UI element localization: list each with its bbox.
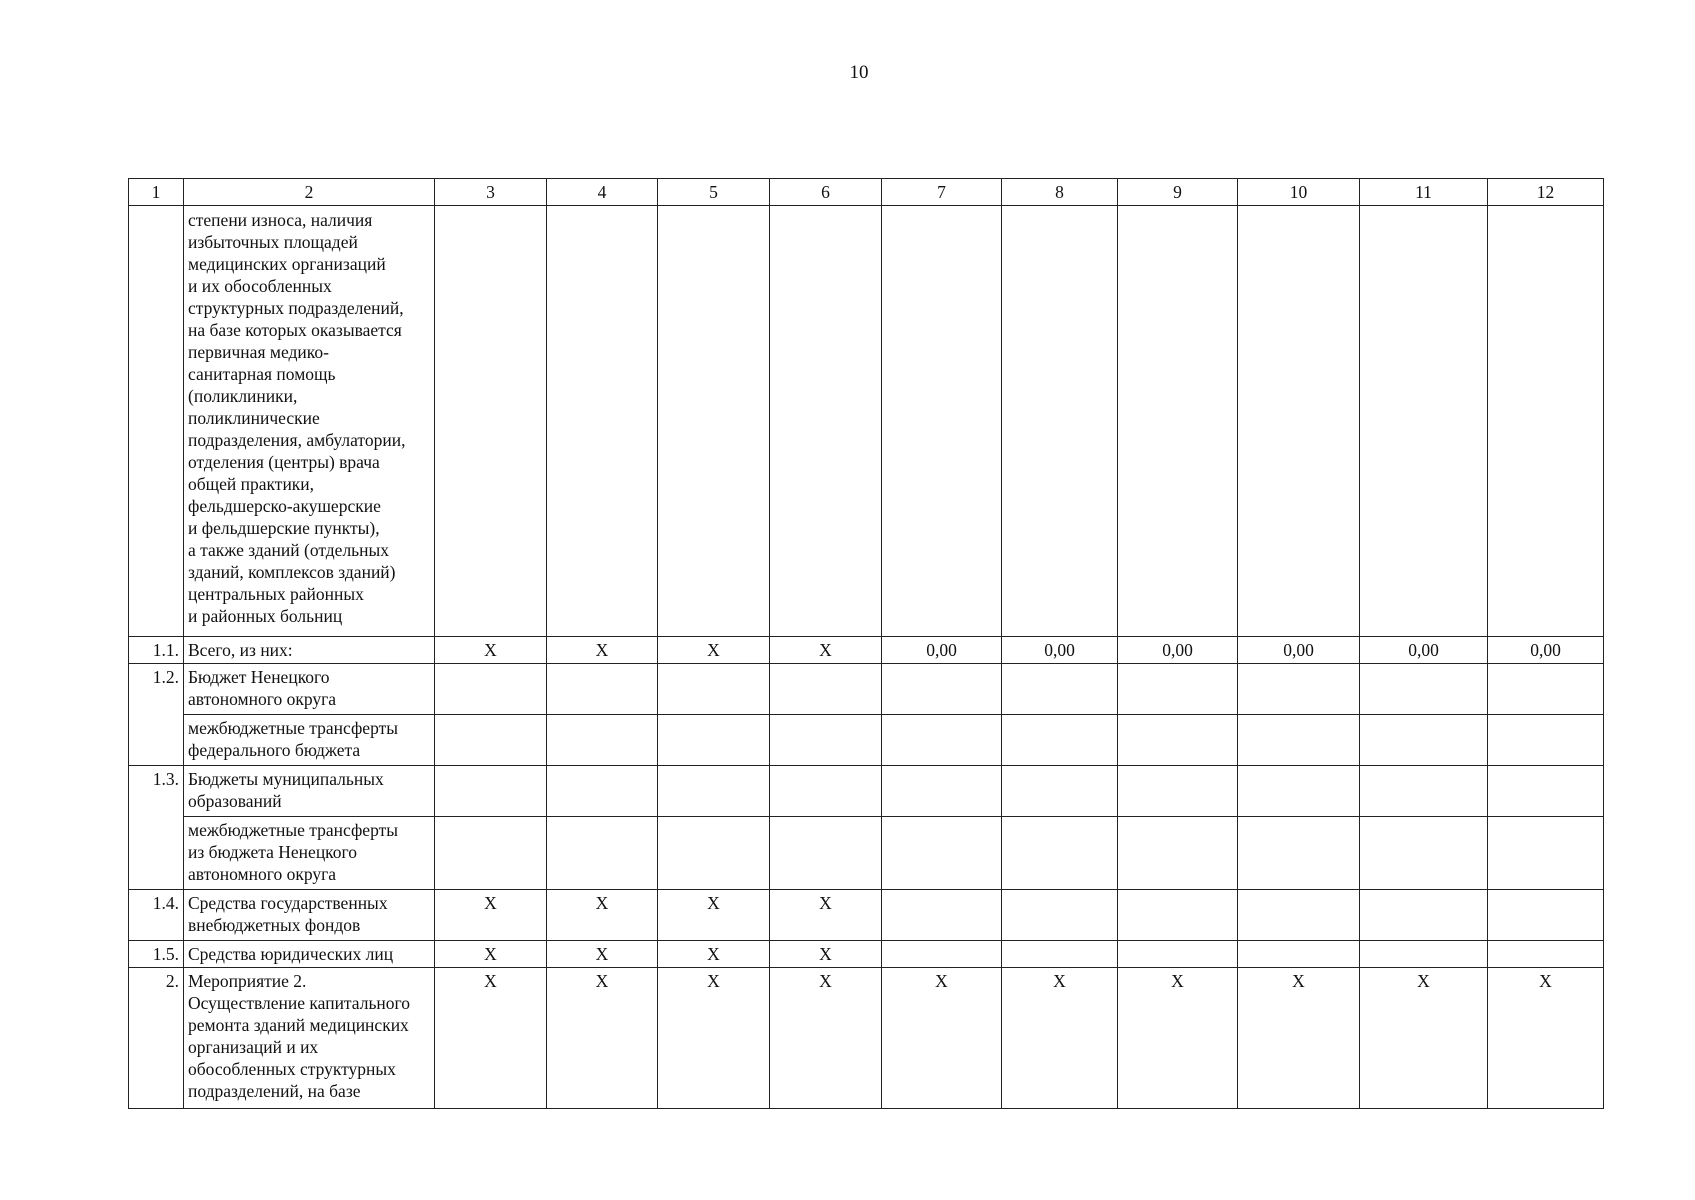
col-header: 3 [435, 179, 547, 206]
cell-col-9 [1118, 766, 1238, 817]
col-header: 12 [1488, 179, 1604, 206]
cell-col-5: X [658, 890, 770, 941]
cell-col-3 [435, 817, 547, 890]
cell-col-11 [1360, 715, 1488, 766]
row-name-line: зданий, комплексов зданий) [188, 562, 396, 582]
cell-col-10 [1238, 890, 1360, 941]
row-name [184, 637, 435, 664]
cell-col-9 [1118, 817, 1238, 890]
cell-col-11: 0,00 [1360, 637, 1488, 664]
cell-col-12: 0,00 [1488, 637, 1604, 664]
cell-col-11 [1360, 664, 1488, 715]
cell-col-3: X [435, 637, 547, 664]
table-row [129, 817, 1604, 890]
program-table [128, 178, 1604, 1109]
row-name-line: межбюджетные трансферты [188, 820, 398, 840]
cell-col-12 [1488, 766, 1604, 817]
cell-col-5 [658, 817, 770, 890]
cell-col-12 [1488, 715, 1604, 766]
row-name-line: внебюджетных фондов [188, 915, 361, 935]
cell-col-4: X [547, 637, 658, 664]
col-header: 2 [184, 179, 435, 206]
row-name-line: подразделения, амбулатории, [188, 430, 406, 450]
row-name [184, 968, 435, 1109]
cell-col-9: X [1118, 968, 1238, 1109]
row-name [184, 941, 435, 968]
cell-col-3: X [435, 968, 547, 1109]
cell-col-9 [1118, 664, 1238, 715]
row-name-line: Бюджеты муниципальных [188, 769, 384, 789]
col-header: 5 [658, 179, 770, 206]
cell-col-4: X [547, 890, 658, 941]
table-row [129, 941, 1604, 968]
row-name-line: Средства юридических лиц [188, 944, 394, 964]
cell-col-3 [435, 664, 547, 715]
cell-col-7 [882, 890, 1002, 941]
cell-col-3 [435, 206, 547, 637]
cell-col-10: X [1238, 968, 1360, 1109]
cell-col-10 [1238, 206, 1360, 637]
cell-col-6: X [770, 637, 882, 664]
table-row [129, 766, 1604, 817]
cell-col-8: X [1002, 968, 1118, 1109]
row-index: 1.2. [129, 664, 184, 766]
row-name-line: межбюджетные трансферты [188, 718, 398, 738]
cell-col-8 [1002, 941, 1118, 968]
row-name-line: федерального бюджета [188, 740, 361, 760]
cell-col-7: 0,00 [882, 637, 1002, 664]
cell-col-7: X [882, 968, 1002, 1109]
cell-col-5: X [658, 941, 770, 968]
cell-col-4: X [547, 968, 658, 1109]
cell-col-12 [1488, 890, 1604, 941]
cell-col-7 [882, 664, 1002, 715]
row-index: 1.3. [129, 766, 184, 890]
row-name [184, 206, 435, 637]
cell-col-7 [882, 715, 1002, 766]
cell-col-4 [547, 664, 658, 715]
cell-col-11 [1360, 890, 1488, 941]
cell-col-6 [770, 766, 882, 817]
cell-col-10 [1238, 766, 1360, 817]
cell-col-8 [1002, 817, 1118, 890]
cell-col-8 [1002, 766, 1118, 817]
row-name [184, 715, 435, 766]
cell-col-3: X [435, 941, 547, 968]
cell-col-4 [547, 817, 658, 890]
cell-col-12 [1488, 206, 1604, 637]
cell-col-5: X [658, 968, 770, 1109]
row-index: 1.4. [129, 890, 184, 941]
table-row [129, 206, 1604, 637]
row-name-line: первичная медико- [188, 342, 329, 362]
col-header: 4 [547, 179, 658, 206]
row-index: 2. [129, 968, 184, 1109]
cell-col-12 [1488, 817, 1604, 890]
row-name [184, 890, 435, 941]
cell-col-9 [1118, 715, 1238, 766]
cell-col-12 [1488, 941, 1604, 968]
row-name-line: организаций и их [188, 1037, 319, 1057]
cell-col-10 [1238, 941, 1360, 968]
row-name-line: отделения (центры) врача [188, 452, 380, 472]
cell-col-6: X [770, 941, 882, 968]
cell-col-3 [435, 715, 547, 766]
row-name-line: избыточных площадей [188, 232, 358, 252]
cell-col-3 [435, 766, 547, 817]
cell-col-5 [658, 715, 770, 766]
cell-col-5: X [658, 637, 770, 664]
row-name-line: Всего, из них: [188, 640, 293, 660]
row-name [184, 664, 435, 715]
row-name-line: и фельдшерские пункты), [188, 518, 380, 538]
col-header: 10 [1238, 179, 1360, 206]
row-name-line: образований [188, 791, 282, 811]
row-name-line: ремонта зданий медицинских [188, 1015, 409, 1035]
cell-col-9 [1118, 941, 1238, 968]
cell-col-7 [882, 941, 1002, 968]
row-name-line: общей практики, [188, 474, 315, 494]
row-name-line: структурных подразделений, [188, 298, 404, 318]
col-header: 6 [770, 179, 882, 206]
cell-col-6 [770, 206, 882, 637]
cell-col-6 [770, 817, 882, 890]
row-index: 1.5. [129, 941, 184, 968]
row-name-line: а также зданий (отдельных [188, 540, 390, 560]
cell-col-7 [882, 206, 1002, 637]
cell-col-8 [1002, 664, 1118, 715]
cell-col-11 [1360, 206, 1488, 637]
row-index [129, 206, 184, 637]
row-name [184, 817, 435, 890]
cell-col-4 [547, 206, 658, 637]
row-name-line: автономного округа [188, 689, 337, 709]
cell-col-11: X [1360, 968, 1488, 1109]
cell-col-7 [882, 817, 1002, 890]
cell-col-6: X [770, 968, 882, 1109]
row-name-line: Мероприятие 2. [188, 971, 307, 991]
cell-col-6 [770, 664, 882, 715]
row-name-line: и их обособленных [188, 276, 332, 296]
page-number: 10 [849, 62, 869, 83]
cell-col-5 [658, 766, 770, 817]
table-row [129, 715, 1604, 766]
cell-col-11 [1360, 766, 1488, 817]
table-row [129, 968, 1604, 1109]
row-index: 1.1. [129, 637, 184, 664]
row-name-line: центральных районных [188, 584, 364, 604]
cell-col-12 [1488, 664, 1604, 715]
cell-col-4: X [547, 941, 658, 968]
col-header: 9 [1118, 179, 1238, 206]
cell-col-6: X [770, 890, 882, 941]
header-row [129, 179, 1604, 206]
cell-col-5 [658, 206, 770, 637]
row-name-line: степени износа, наличия [188, 210, 373, 230]
cell-col-3: X [435, 890, 547, 941]
table-row [129, 890, 1604, 941]
cell-col-4 [547, 766, 658, 817]
row-name-line: обособленных структурных [188, 1059, 396, 1079]
cell-col-5 [658, 664, 770, 715]
cell-col-11 [1360, 817, 1488, 890]
row-name [184, 766, 435, 817]
table-body [129, 179, 1604, 1109]
cell-col-6 [770, 715, 882, 766]
row-name-line: подразделений, на базе [188, 1081, 361, 1101]
cell-col-7 [882, 766, 1002, 817]
row-name-line: из бюджета Ненецкого [188, 842, 358, 862]
cell-col-12: X [1488, 968, 1604, 1109]
cell-col-8: 0,00 [1002, 637, 1118, 664]
col-header: 1 [129, 179, 184, 206]
cell-col-10 [1238, 817, 1360, 890]
row-name-line: поликлинические [188, 408, 320, 428]
cell-col-10: 0,00 [1238, 637, 1360, 664]
cell-col-8 [1002, 715, 1118, 766]
cell-col-9 [1118, 890, 1238, 941]
row-name-line: и районных больниц [188, 606, 343, 626]
table-row [129, 637, 1604, 664]
cell-col-11 [1360, 941, 1488, 968]
row-name-line: на базе которых оказывается [188, 320, 402, 340]
cell-col-10 [1238, 664, 1360, 715]
cell-col-10 [1238, 715, 1360, 766]
row-name-line: (поликлиники, [188, 386, 298, 406]
cell-col-9 [1118, 206, 1238, 637]
row-name-line: Осуществление капитального [188, 993, 411, 1013]
cell-col-8 [1002, 890, 1118, 941]
row-name-line: автономного округа [188, 864, 337, 884]
table-row [129, 664, 1604, 715]
row-name-line: фельдшерско-акушерские [188, 496, 381, 516]
row-name-line: Средства государственных [188, 893, 388, 913]
row-name-line: санитарная помощь [188, 364, 336, 384]
row-name-line: Бюджет Ненецкого [188, 667, 330, 687]
cell-col-4 [547, 715, 658, 766]
col-header: 8 [1002, 179, 1118, 206]
row-name-line: медицинских организаций [188, 254, 386, 274]
cell-col-8 [1002, 206, 1118, 637]
cell-col-9: 0,00 [1118, 637, 1238, 664]
col-header: 7 [882, 179, 1002, 206]
col-header: 11 [1360, 179, 1488, 206]
